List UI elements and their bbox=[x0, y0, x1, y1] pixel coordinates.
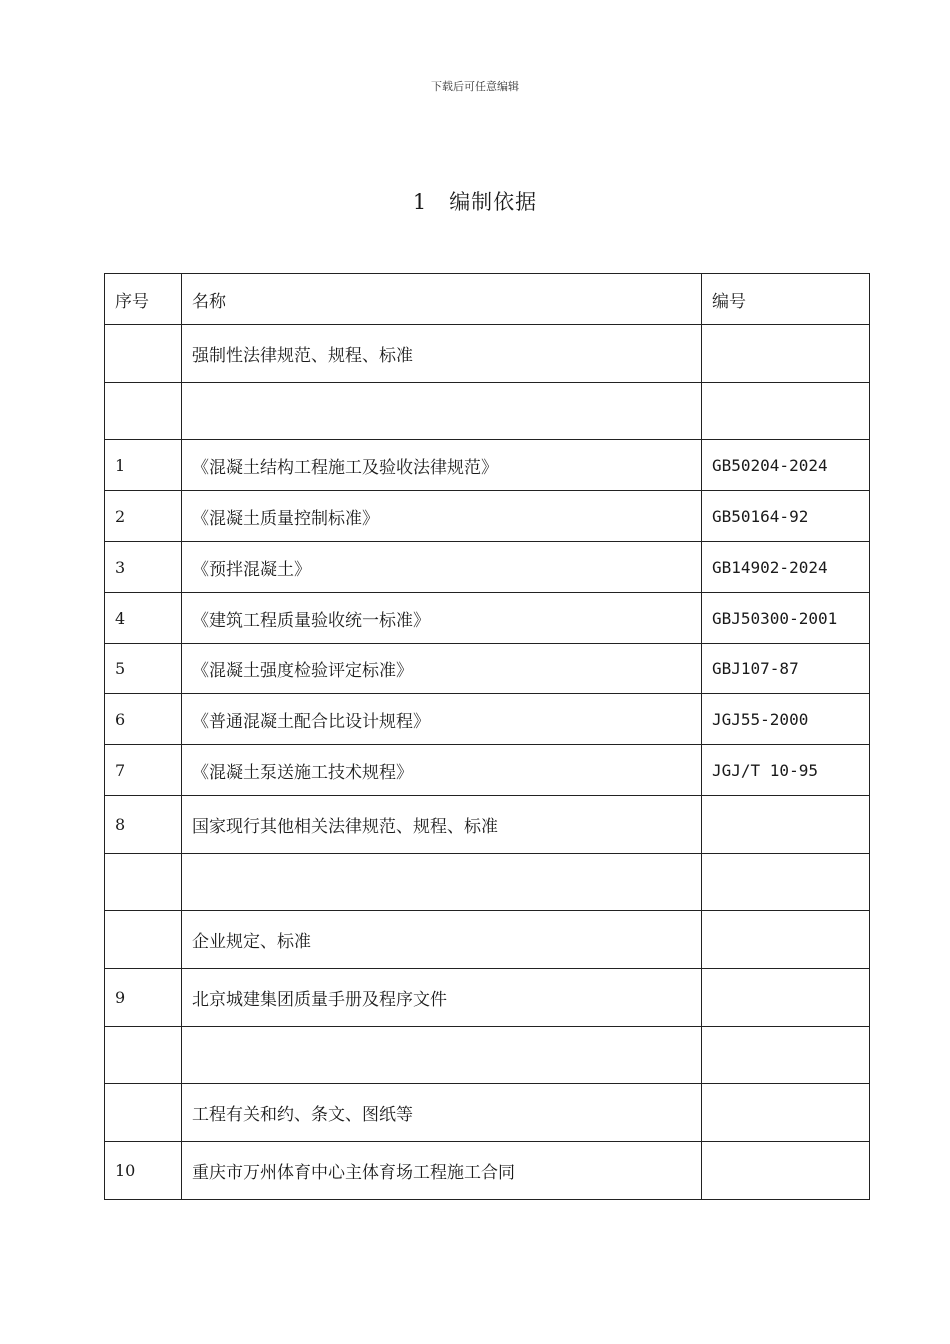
row-code: GB50204-2024 bbox=[702, 440, 870, 491]
table-header-row bbox=[105, 274, 870, 325]
row-seq: 3 bbox=[105, 542, 182, 593]
row-name: 国家现行其他相关法律规范、规程、标准 bbox=[182, 796, 702, 854]
row-code: JGJ55-2000 bbox=[702, 694, 870, 745]
row-code bbox=[702, 1142, 870, 1200]
row-name: 重庆市万州体育中心主体育场工程施工合同 bbox=[182, 1142, 702, 1200]
section-title bbox=[0, 186, 950, 216]
header-note: 下载后可任意编辑 bbox=[431, 80, 519, 93]
row-name: 《普通混凝土配合比设计规程》 bbox=[182, 694, 702, 745]
header-seq: 序号 bbox=[105, 274, 182, 325]
row-name: 北京城建集团质量手册及程序文件 bbox=[182, 969, 702, 1027]
table-row bbox=[105, 325, 870, 383]
row-seq: 9 bbox=[105, 969, 182, 1027]
table-row bbox=[105, 593, 870, 644]
row-name: 《预拌混凝土》 bbox=[182, 542, 702, 593]
row-name: 《混凝土质量控制标准》 bbox=[182, 491, 702, 542]
table-row bbox=[105, 1142, 870, 1200]
row-code: GB14902-2024 bbox=[702, 542, 870, 593]
row-code: GB50164-92 bbox=[702, 491, 870, 542]
row-code bbox=[702, 911, 870, 969]
table-row bbox=[105, 644, 870, 694]
section-title-text: 编制依据 bbox=[449, 190, 538, 214]
table-row bbox=[105, 911, 870, 969]
row-seq: 5 bbox=[105, 644, 182, 694]
table-row bbox=[105, 796, 870, 854]
section-number: 1 bbox=[412, 190, 428, 214]
row-name: 工程有关和约、条文、图纸等 bbox=[182, 1084, 702, 1142]
row-name bbox=[182, 383, 702, 440]
row-code: GBJ50300-2001 bbox=[702, 593, 870, 644]
row-seq: 2 bbox=[105, 491, 182, 542]
row-seq: 4 bbox=[105, 593, 182, 644]
row-name: 企业规定、标准 bbox=[182, 911, 702, 969]
row-seq bbox=[105, 383, 182, 440]
row-code bbox=[702, 1027, 870, 1084]
row-code: JGJ/T 10-95 bbox=[702, 745, 870, 796]
row-code: GBJ107-87 bbox=[702, 644, 870, 694]
row-name bbox=[182, 854, 702, 911]
table-row bbox=[105, 854, 870, 911]
table-row bbox=[105, 694, 870, 745]
table-row bbox=[105, 969, 870, 1027]
row-name: 《混凝土结构工程施工及验收法律规范》 bbox=[182, 440, 702, 491]
row-code bbox=[702, 854, 870, 911]
table-row bbox=[105, 1027, 870, 1084]
row-code bbox=[702, 969, 870, 1027]
row-seq bbox=[105, 1084, 182, 1142]
row-code bbox=[702, 325, 870, 383]
table-row bbox=[105, 440, 870, 491]
row-seq: 10 bbox=[105, 1142, 182, 1200]
row-code bbox=[702, 1084, 870, 1142]
row-name bbox=[182, 1027, 702, 1084]
table-row bbox=[105, 542, 870, 593]
row-seq bbox=[105, 1027, 182, 1084]
row-seq bbox=[105, 325, 182, 383]
row-seq: 7 bbox=[105, 745, 182, 796]
row-code bbox=[702, 383, 870, 440]
header-code: 编号 bbox=[702, 274, 870, 325]
row-name: 《建筑工程质量验收统一标准》 bbox=[182, 593, 702, 644]
row-seq: 1 bbox=[105, 440, 182, 491]
row-seq: 8 bbox=[105, 796, 182, 854]
basis-table bbox=[104, 273, 870, 1200]
row-seq bbox=[105, 911, 182, 969]
table-row bbox=[105, 383, 870, 440]
table-row bbox=[105, 491, 870, 542]
row-name: 强制性法律规范、规程、标准 bbox=[182, 325, 702, 383]
row-code bbox=[702, 796, 870, 854]
row-seq bbox=[105, 854, 182, 911]
row-seq: 6 bbox=[105, 694, 182, 745]
row-name: 《混凝土强度检验评定标准》 bbox=[182, 644, 702, 694]
row-name: 《混凝土泵送施工技术规程》 bbox=[182, 745, 702, 796]
table-row bbox=[105, 745, 870, 796]
table-row bbox=[105, 1084, 870, 1142]
header-name: 名称 bbox=[182, 274, 702, 325]
